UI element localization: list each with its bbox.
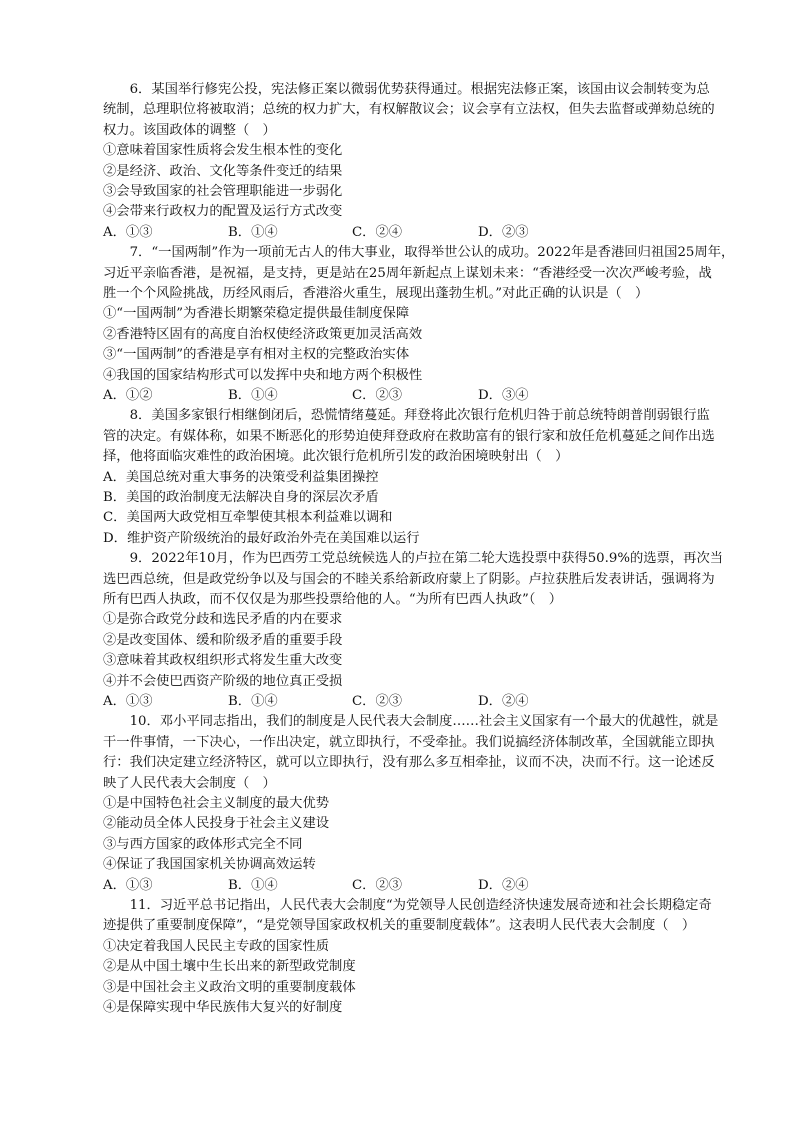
answer-choice: D．②④: [478, 694, 529, 709]
answer-choice: B．①④: [228, 694, 278, 709]
question-stem-line: 统制，总理职位将被取消；总统的权力扩大，有权解散议会；议会享有立法权，但失去监督或弹劾总统的: [103, 102, 715, 118]
question-stem-line: 行：我们决定建立经济特区，就可以立即执行，没有那么多互相牵扯，议而不决，决而不行。这一论述反: [103, 755, 715, 771]
option-line: ④并不会使巴西资产阶级的地位真正受损: [103, 673, 343, 689]
question-stem-line: 择，他将面临灾难性的政治困境。此次银行危机所引发的政治困境映射出（ ）: [103, 449, 569, 465]
option-line: ④保证了我国国家机关协调高效运转: [103, 857, 316, 873]
option-line: ①“一国两制”为香港长期繁荣稳定提供最佳制度保障: [103, 306, 410, 322]
answer-choice: D．②③: [478, 224, 529, 240]
option-line: ③“一国两制”的香港是享有相对主权的完整政治实体: [103, 347, 410, 363]
answer-choice: C．②③: [352, 694, 403, 709]
option-line: ④是保障实现中华民族伟大复兴的好制度: [103, 1000, 343, 1015]
answer-choice: A．①③: [103, 877, 153, 893]
answer-choice: B．①④: [228, 877, 278, 893]
question-stem-line: 选巴西总统，但是政党纷争以及与国会的不睦关系给新政府蒙上了阴影。卢拉获胜后发表讲话，强调将为: [103, 571, 715, 587]
option-line: ①决定着我国人民民主专政的国家性质: [103, 938, 330, 954]
option-line: C．美国两大政党相互牵掣使其根本利益难以调和: [103, 510, 393, 526]
question-stem-line: 8．美国多家银行相继倒闭后，恐慌情绪蔓延。拜登将此次银行危机归咎于前总统特朗普削弱银行监: [103, 408, 710, 424]
option-line: ②能动员全体人民投身于社会主义建设: [103, 816, 330, 832]
option-line: ②香港特区固有的高度自治权使经济政策更加灵活高效: [103, 326, 423, 342]
option-line: ④我国的国家结构形式可以发挥中央和地方两个积极性: [103, 367, 423, 383]
answer-choice: D．③④: [478, 388, 529, 403]
option-line: ③意味着其政权组织形式将发生重大改变: [103, 653, 343, 669]
question-stem-line: 映了人民代表大会制度（ ）: [103, 775, 276, 791]
option-line: ④会带来行政权力的配置及运行方式改变: [103, 204, 343, 220]
question-stem-line: 干一件事情，一下决心，一作出决定，就立即执行，不受牵扯。我们说搞经济体制改革，全国就能立即执: [103, 734, 715, 750]
question-stem-line: 7．“一国两制”作为一项前无古人的伟大事业，取得举世公认的成功。2022年是香港回归祖国25周年，: [103, 245, 735, 261]
answer-choice: C．②③: [352, 388, 403, 403]
question-stem-line: 管的决定。有媒体称，如果不断恶化的形势迫使拜登政府在救助富有的银行家和放任危机蔓延之间作出选: [103, 428, 715, 444]
option-line: ②是从中国土壤中生长出来的新型政党制度: [103, 959, 356, 975]
question-stem-line: 迹提供了重要制度保障”，“是党领导国家政权机关的重要制度载体”。这表明人民代表大会制度（ ）: [103, 918, 696, 934]
answer-choice: B．①④: [228, 224, 278, 240]
option-line: ①是中国特色社会主义制度的最大优势: [103, 796, 330, 811]
option-line: ③与西方国家的政体形式完全不同: [103, 836, 303, 852]
option-line: A．美国总统对重大事务的决策受利益集团操控: [103, 469, 379, 485]
option-line: ③会导致国家的社会管理职能进一步弱化: [103, 184, 343, 199]
question-stem-line: 10．邓小平同志指出，我们的制度是人民代表大会制度……社会主义国家有一个最大的优越性，就是: [103, 714, 719, 730]
option-line: ②是经济、政治、文化等条件变迁的结果: [103, 163, 343, 179]
answer-choice: D．②④: [478, 877, 529, 893]
answer-choice: C．②③: [352, 877, 403, 893]
answer-choice: A．①③: [103, 694, 153, 709]
option-line: ③是中国社会主义政治文明的重要制度载体: [103, 979, 356, 995]
question-stem-line: 习近平亲临香港，是祝福，是支持，更是站在25周年新起点上谋划未来：“香港经受一次次严峻考验，战: [103, 265, 712, 281]
question-stem-line: 所有巴西人执政，而不仅仅是为那些投票给他的人。“为所有巴西人执政”（ ）: [103, 592, 563, 607]
answer-choice: C．②④: [352, 224, 403, 240]
answer-choice: B．①④: [228, 388, 278, 403]
question-stem-line: 6．某国举行修宪公投，宪法修正案以微弱优势获得通过。根据宪法修正案，该国由议会制转变为总: [103, 82, 710, 97]
question-stem-line: 9．2022年10月，作为巴西劳工党总统候选人的卢拉在第二轮大选投票中获得50.9%的选票，再次当: [103, 551, 724, 567]
option-line: ①是弥合政党分歧和选民矛盾的内在要求: [103, 612, 343, 628]
answer-choice: A．①②: [103, 388, 153, 403]
option-line: ②是改变国体、缓和阶级矛盾的重要手段: [103, 632, 343, 648]
option-line: D．维护资产阶级统治的最好政治外壳在美国难以运行: [103, 530, 420, 546]
question-stem-line: 胜一个个风险挑战，历经风雨后，香港浴火重生，展现出蓬勃生机。”对此正确的认识是（ ）: [103, 286, 649, 301]
question-stem-line: 权力。该国政体的调整（ ）: [103, 122, 276, 138]
option-line: ①意味着国家性质将会发生根本性的变化: [103, 143, 343, 159]
question-stem-line: 11．习近平总书记指出，人民代表大会制度“为党领导人民创造经济快速发展奇迹和社会长期稳定奇: [103, 898, 712, 913]
option-line: B．美国的政治制度无法解决自身的深层次矛盾: [103, 490, 379, 505]
answer-choice: A．①③: [103, 224, 153, 240]
